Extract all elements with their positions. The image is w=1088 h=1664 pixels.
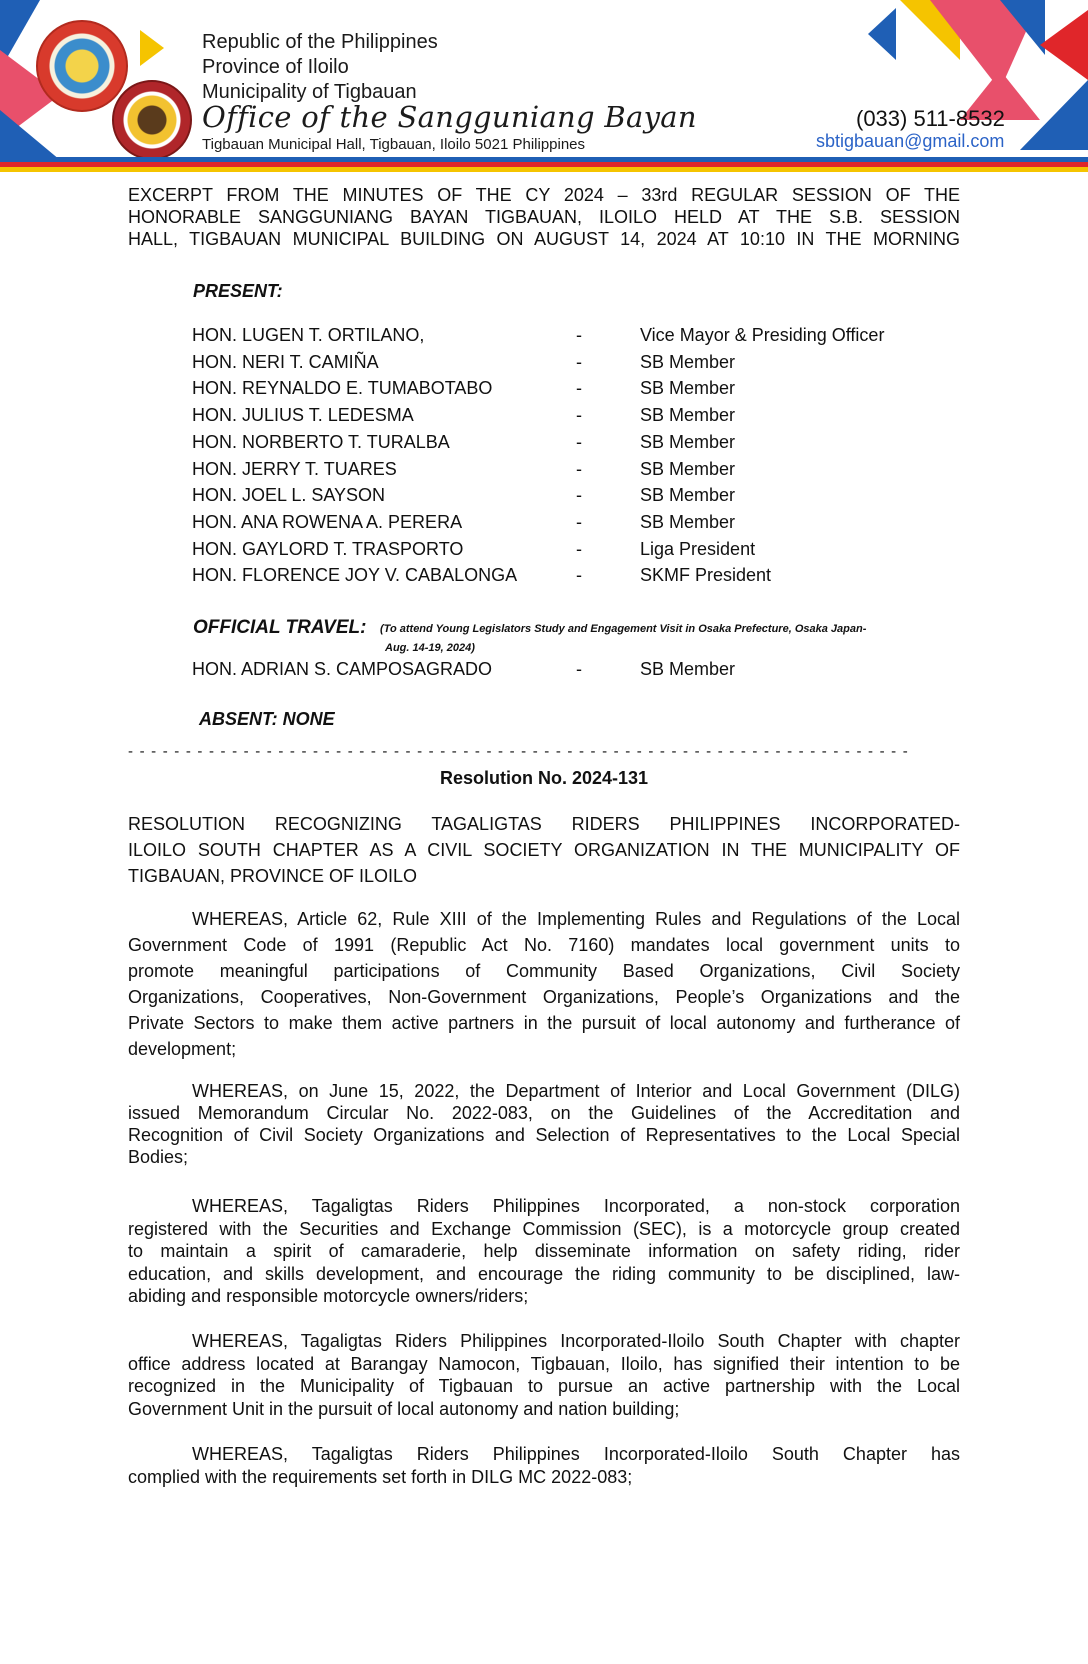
member-dash: - (576, 405, 582, 425)
member-role: SB Member (640, 432, 736, 452)
member-dash: - (576, 485, 582, 505)
excerpt-line: HONORABLE SANGGUNIANG BAYAN TIGBAUAN, ILOILO HELD AT THE S.B. SESSION (128, 207, 960, 227)
paragraph-line: promote meaningful participations of Community Based Organizations, Civil Society (128, 961, 960, 981)
member-name: HON. GAYLORD T. TRASPORTO (192, 539, 464, 559)
decor-triangle (1000, 0, 1045, 55)
absent-label: ABSENT: NONE (199, 709, 335, 729)
paragraph-line: to maintain a spirit of camaraderie, help disseminate information on safety riding, rider (128, 1241, 960, 1261)
whereas-paragraph-4 (128, 1330, 960, 1420)
member-name: HON. JULIUS T. LEDESMA (192, 405, 414, 425)
member-dash: - (576, 539, 582, 559)
whereas-paragraph-3 (128, 1195, 960, 1308)
municipality-seal (36, 20, 128, 112)
paragraph-line: Private Sectors to make them active partners in the pursuit of local autonomy and furtherance of (128, 1013, 960, 1033)
member-role: Vice Mayor & Presiding Officer (640, 325, 885, 345)
member-role: SB Member (640, 352, 736, 372)
paragraph-line: development; (128, 1039, 237, 1059)
header-province: Province of Iloilo (202, 56, 349, 78)
official-travel-note: (To attend Young Legislators Study and Engagement Visit in Osaka Prefecture, Osaka Japan- (380, 623, 867, 635)
header-country: Republic of the Philippines (202, 31, 438, 53)
member-role: SB Member (640, 485, 736, 505)
travel-member-dash: - (576, 659, 582, 679)
member-dash: - (576, 378, 582, 398)
member-name: HON. LUGEN T. ORTILANO, (192, 325, 425, 345)
paragraph-line: WHEREAS, Article 62, Rule XIII of the Implementing Rules and Regulations of the Local (192, 909, 960, 929)
paragraph-line: Bodies; (128, 1147, 189, 1167)
member-dash: - (576, 325, 582, 345)
paragraph-line: Recognition of Civil Society Organizations and Selection of Representatives to the Local Special (128, 1125, 960, 1145)
excerpt-line: HALL, TIGBAUAN MUNICIPAL BUILDING ON AUGUST 14, 2024 AT 10:10 IN THE MORNING (128, 229, 960, 249)
excerpt-block (128, 184, 960, 250)
paragraph-line: registered with the Securities and Exchange Commission (SEC), is a motorcycle group created (128, 1218, 960, 1239)
paragraph-line: abiding and responsible motorcycle owners/riders; (128, 1286, 529, 1306)
member-dash: - (576, 565, 582, 585)
paragraph-line: WHEREAS, Tagaligtas Riders Philippines Incorporated, a non-stock corporation (192, 1196, 960, 1216)
member-name: HON. FLORENCE JOY V. CABALONGA (192, 565, 518, 585)
member-name: HON. JERRY T. TUARES (192, 459, 397, 479)
whereas-paragraph-1 (128, 906, 960, 1062)
decor-triangle (1040, 10, 1088, 80)
member-role: Liga President (640, 539, 756, 559)
member-name: HON. REYNALDO E. TUMABOTABO (192, 378, 493, 398)
resolution-number: Resolution No. 2024-131 (439, 768, 649, 788)
paragraph-line: WHEREAS, on June 15, 2022, the Department of Interior and Local Government (DILG) (192, 1081, 960, 1101)
member-role: SB Member (640, 512, 736, 532)
paragraph-line: WHEREAS, Tagaligtas Riders Philippines Incorporated-Iloilo South Chapter has (192, 1444, 960, 1464)
paragraph-line: Organizations, Cooperatives, Non-Government Organizations, People’s Organizations and the (128, 987, 960, 1007)
member-dash: - (576, 352, 582, 372)
present-label: PRESENT: (193, 281, 283, 301)
member-dash: - (576, 512, 582, 532)
title-line: RESOLUTION RECOGNIZING TAGALIGTAS RIDERS PHILIPPINES INCORPORATED- (128, 814, 960, 834)
sangguniang-bayan-seal (112, 80, 192, 160)
decor-triangle (868, 8, 896, 60)
official-travel-label: OFFICIAL TRAVEL: (193, 617, 367, 638)
title-line: ILOILO SOUTH CHAPTER AS A CIVIL SOCIETY ORGANIZATION IN THE MUNICIPALITY OF (128, 840, 960, 860)
member-name: HON. JOEL L. SAYSON (192, 485, 386, 505)
paragraph-line: education, and skills development, and encourage the riding community to be disciplined, law- (128, 1263, 960, 1284)
member-role: SB Member (640, 378, 736, 398)
whereas-paragraph-2 (128, 1080, 960, 1168)
travel-member-name: HON. ADRIAN S. CAMPOSAGRADO (192, 659, 493, 679)
member-role: SKMF President (640, 565, 772, 585)
decor-triangle (0, 110, 60, 160)
member-name: HON. NERI T. CAMIÑA (192, 352, 379, 372)
official-travel-note-date: Aug. 14-19, 2024) (385, 642, 475, 654)
letterhead (0, 0, 1088, 178)
office-address: Tigbauan Municipal Hall, Tigbauan, Iloilo 5021 Philippines (202, 136, 586, 153)
member-dash: - (576, 459, 582, 479)
member-dash: - (576, 432, 582, 452)
title-line: TIGBAUAN, PROVINCE OF ILOILO (128, 866, 418, 886)
header-stripe-yellow (0, 167, 1088, 172)
office-email[interactable]: sbtigbauan@gmail.com (816, 131, 1005, 151)
whereas-paragraph-5 (128, 1443, 960, 1488)
office-title: Office of the Sangguniang Bayan (202, 100, 697, 134)
member-name: HON. NORBERTO T. TURALBA (192, 432, 450, 452)
paragraph-line: complied with the requirements set forth in DILG MC 2022-083; (128, 1466, 633, 1487)
paragraph-line: issued Memorandum Circular No. 2022-083, on the Guidelines of the Accreditation and (128, 1103, 960, 1123)
resolution-title (128, 811, 960, 889)
travel-member-role: SB Member (640, 659, 736, 679)
office-phone: (033) 511-8532 (856, 106, 1005, 131)
paragraph-line: recognized in the Municipality of Tigbauan to pursue an active partnership with the Local (128, 1376, 960, 1396)
paragraph-line: office address located at Barangay Namocon, Tigbauan, Iloilo, has signified their intention to be (128, 1353, 960, 1374)
paragraph-line: WHEREAS, Tagaligtas Riders Philippines Incorporated-Iloilo South Chapter with chapter (192, 1331, 960, 1351)
decor-triangle (140, 30, 164, 66)
header-municipality: Municipality of Tigbauan (202, 81, 417, 103)
excerpt-line: EXCERPT FROM THE MINUTES OF THE CY 2024 – 33rd REGULAR SESSION OF THE (128, 185, 960, 205)
member-role: SB Member (640, 405, 736, 425)
member-name: HON. ANA ROWENA A. PERERA (192, 512, 463, 532)
member-role: SB Member (640, 459, 736, 479)
paragraph-line: Government Unit in the pursuit of local autonomy and nation building; (128, 1398, 680, 1419)
divider: - - - - - - - - - - - - - - - - - - - - - - - - - - - - - - - - - - - - - - - - - - - - - - - - - - - - - - - - - - - - - - - - - - - - (128, 743, 909, 760)
paragraph-line: Government Code of 1991 (Republic Act No. 7160) mandates local government units to (128, 935, 960, 955)
